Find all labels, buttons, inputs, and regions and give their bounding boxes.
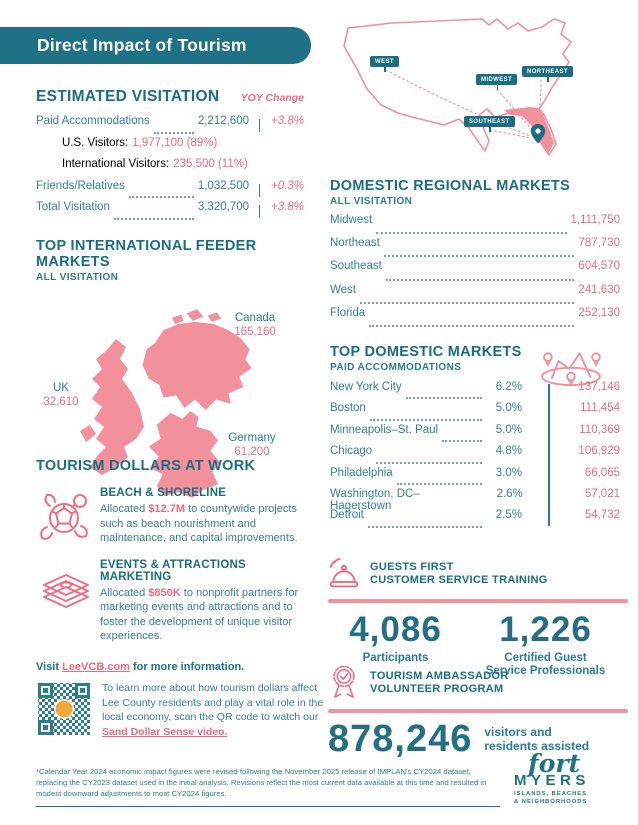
market-label: Midwest xyxy=(330,214,373,226)
market-label: Florida xyxy=(330,306,366,319)
market-value: 57,021 xyxy=(584,487,620,500)
dotted-leader xyxy=(406,397,482,399)
market-label: Detroit xyxy=(330,509,364,522)
section-guests-first xyxy=(328,556,628,679)
values-divider-line xyxy=(548,384,550,526)
market-label: Boston xyxy=(330,402,366,415)
market-value: 1,111,750 xyxy=(570,214,620,226)
stat-label: International Visitors: xyxy=(62,158,170,170)
market-pct: 2.5% xyxy=(495,509,522,522)
market-row xyxy=(330,284,620,307)
stat-yoy: +0.3% xyxy=(271,179,304,192)
logo-script-text: fort xyxy=(528,749,581,778)
market-value: 241,630 xyxy=(578,283,620,296)
label-line-2: residents assisted xyxy=(484,739,590,753)
service-bell-icon xyxy=(328,556,360,592)
dotted-leader xyxy=(376,232,566,234)
market-pct: 5.0% xyxy=(495,423,522,436)
market-row xyxy=(330,237,620,260)
visit-prefix: Visit xyxy=(36,661,63,673)
map-label-text: MIDWEST xyxy=(481,76,513,83)
intl-markets-heading: TOP INTERNATIONAL FEEDER MARKETS xyxy=(36,238,257,270)
map-label-text: NORTHEAST xyxy=(527,68,568,75)
map-label-midwest xyxy=(476,74,517,85)
section-estimated-visitation xyxy=(36,88,304,223)
market-value: 110,369 xyxy=(579,423,620,436)
germany-label xyxy=(216,431,288,459)
top-domestic-subheading: PAID ACCOMMODATIONS xyxy=(330,362,462,373)
stat-value: 2,212,600 xyxy=(197,115,249,127)
stat-row-paid-accommodations xyxy=(36,115,304,137)
market-pct: 3.0% xyxy=(495,466,522,479)
participants-value: 4,086 xyxy=(349,609,442,649)
market-label: Philadelphia xyxy=(330,466,393,479)
tourism-dollars-heading: TOURISM DOLLARS AT WORK xyxy=(36,458,256,474)
section-international-feeder-markets xyxy=(36,238,322,460)
note-text: To learn more about how tourism dollars affect Lee County residents and play a vital role in the local economy, scan the QR code to watch our xyxy=(102,682,324,723)
dotted-leader xyxy=(384,255,575,257)
dotted-leader xyxy=(442,440,482,442)
stat-label: U.S. Visitors: xyxy=(62,136,129,149)
beach-shoreline-text xyxy=(100,502,318,546)
dotted-leader xyxy=(360,302,574,304)
market-pct: 2.6% xyxy=(496,487,523,500)
stat-row-international-visitors xyxy=(36,158,304,180)
events-marketing-title: EVENTS & ATTRACTIONS MARKETING xyxy=(100,558,246,583)
dotted-leader xyxy=(154,132,194,134)
events-marketing-text xyxy=(100,586,318,644)
pink-rule xyxy=(328,599,628,603)
fort-myers-logo xyxy=(514,749,626,806)
market-row xyxy=(330,445,620,466)
domestic-regional-subheading: ALL VISITATION xyxy=(330,196,413,207)
qr-note-text xyxy=(102,681,330,739)
country-name: UK xyxy=(53,382,69,394)
section-tourism-ambassador xyxy=(328,664,628,761)
allocated-amount: $12.7M xyxy=(148,503,186,515)
beach-shoreline-title: BEACH & SHORELINE xyxy=(100,487,227,499)
qr-note-block xyxy=(36,681,336,739)
label-line-1: visitors and xyxy=(484,725,552,739)
market-label: Minneapolis–St. Paul xyxy=(330,423,439,436)
country-value: 32,610 xyxy=(43,396,79,408)
stat-value: 235,500 (11%) xyxy=(173,158,248,170)
map-label-southeast xyxy=(464,116,515,127)
guests-first-title xyxy=(370,561,548,587)
market-label: Northeast xyxy=(330,237,380,250)
market-value: 137,146 xyxy=(578,381,620,393)
dotted-leader xyxy=(114,218,194,220)
money-stack-icon xyxy=(38,559,94,615)
market-row xyxy=(330,424,620,445)
stat-value: 1,977,100 (89%) xyxy=(132,136,218,149)
section-domestic-regional-markets xyxy=(330,178,620,330)
market-row xyxy=(330,381,620,402)
stat-value: 1,032,500 xyxy=(197,179,249,192)
estimated-visitation-heading: ESTIMATED VISITATION xyxy=(36,88,220,105)
section-top-domestic-markets xyxy=(330,344,620,531)
market-value: 111,454 xyxy=(580,402,620,415)
market-value: 252,130 xyxy=(578,306,620,319)
logo-name-text: MYERS xyxy=(514,772,590,789)
country-name: Canada xyxy=(234,312,276,324)
title-line-2: VOLUNTEER PROGRAM xyxy=(370,683,504,695)
yoy-change-label: YOY Change xyxy=(240,92,304,104)
domestic-regional-heading: DOMESTIC REGIONAL MARKETS xyxy=(330,178,571,194)
market-label: Chicago xyxy=(330,445,373,458)
florida-shape xyxy=(504,107,554,154)
stat-row-friends-relatives xyxy=(36,180,304,202)
market-row xyxy=(330,509,620,530)
country-value: 61,200 xyxy=(234,446,270,458)
participants-label: Participants xyxy=(362,651,429,664)
footnote-text: *Calendar Year 2024 economic impact figures were revised following the November 2025 release of IMPLAN's CY2024 dataset, replacing the CY2023 dataset used in the initial analysis. Revisions reflect the most current data available at this time and resulted in modest downward adjustments to most CY2024 figures. xyxy=(36,766,500,807)
dotted-leader xyxy=(397,483,482,485)
assisted-value: 878,246 xyxy=(328,717,473,760)
tagline-line-2: & NEIGHBORHOODS xyxy=(514,798,588,805)
qr-code xyxy=(36,681,92,737)
us-map-outline xyxy=(332,12,622,178)
stat-row-total-visitation xyxy=(36,201,304,223)
market-value: 604,570 xyxy=(578,260,620,273)
dotted-leader xyxy=(376,462,482,464)
market-value: 787,730 xyxy=(578,237,620,250)
market-pct: 5.0% xyxy=(495,402,522,415)
map-label-west xyxy=(370,56,399,67)
market-label: New York City xyxy=(330,381,402,393)
market-label: Washington, DC–Hagerstown xyxy=(330,487,420,512)
label-line-1: Certified Guest xyxy=(504,651,587,664)
stat-label: Paid Accommodations xyxy=(36,115,150,127)
market-value: 66,065 xyxy=(584,466,620,479)
market-row xyxy=(330,467,620,488)
stat-value: 3,320,700 xyxy=(197,201,249,213)
canada-label xyxy=(220,311,290,339)
title-line-2: CUSTOMER SERVICE TRAINING xyxy=(370,574,548,586)
sea-turtle-icon xyxy=(38,487,94,543)
market-value: 106,929 xyxy=(578,445,620,458)
beach-shoreline-item xyxy=(36,487,322,546)
leevcb-link[interactable]: LeeVCB.com xyxy=(62,661,130,673)
uk-label xyxy=(30,381,92,409)
country-value: 165,160 xyxy=(234,326,276,338)
label-line-2: Service Professionals xyxy=(485,665,606,677)
dotted-leader xyxy=(370,419,482,421)
map-label-text: SOUTHEAST xyxy=(469,118,510,125)
market-row xyxy=(330,214,620,237)
events-marketing-item xyxy=(36,559,322,644)
title-line-1: TOURISM AMBASSADOR xyxy=(370,670,509,682)
pink-rule xyxy=(328,709,628,713)
page-title-text: Direct Impact of Tourism xyxy=(37,35,247,55)
market-label: West xyxy=(330,283,356,296)
market-pct: 4.8% xyxy=(495,445,522,458)
market-row xyxy=(330,402,620,423)
us-regions-map xyxy=(332,12,622,178)
allocated-amount: $850K xyxy=(148,586,181,599)
text-prefix: Allocated xyxy=(100,503,149,515)
text-rest: to countywide projects such as beach nourishment and maintenance, and capital improvements. xyxy=(100,503,298,544)
dotted-leader xyxy=(386,279,575,281)
section-tourism-dollars xyxy=(36,458,322,644)
stat-label: Total Visitation xyxy=(36,201,110,213)
market-value: 54,732 xyxy=(584,509,620,522)
market-row xyxy=(330,260,620,283)
stat-yoy: +3.8% xyxy=(271,201,304,213)
map-label-northeast xyxy=(522,66,573,77)
market-row xyxy=(330,307,620,330)
sand-dollar-sense-link[interactable]: Sand Dollar Sense video. xyxy=(102,725,228,738)
text-rest: to nonprofit partners for marketing events and attractions and to foster the development of unique visitor experiences. xyxy=(100,586,299,642)
market-pct: 6.2% xyxy=(495,381,522,393)
page-title xyxy=(0,27,311,64)
market-row xyxy=(330,487,620,512)
text-prefix: Allocated xyxy=(100,586,149,599)
visit-info-line xyxy=(36,661,244,673)
country-name: Germany xyxy=(228,432,276,444)
top-domestic-heading: TOP DOMESTIC MARKETS xyxy=(330,344,522,360)
map-label-text: WEST xyxy=(375,58,394,65)
stat-label: Friends/Relatives xyxy=(36,179,125,192)
tagline-line-1: ISLANDS, BEACHES xyxy=(514,791,588,797)
intl-markets-subheading: ALL VISITATION xyxy=(36,272,119,283)
market-label: Southeast xyxy=(330,260,382,273)
dotted-leader xyxy=(129,196,194,198)
dotted-leader xyxy=(369,325,574,327)
visit-suffix: for more information. xyxy=(129,661,245,673)
logo-tagline xyxy=(514,791,626,806)
stat-row-us-visitors xyxy=(36,137,304,159)
dotted-leader xyxy=(368,526,482,528)
ambassador-title xyxy=(370,670,509,696)
title-line-1: GUESTS FIRST xyxy=(370,561,454,573)
stat-yoy: +3.8% xyxy=(271,115,304,127)
certified-value: 1,226 xyxy=(499,609,592,649)
